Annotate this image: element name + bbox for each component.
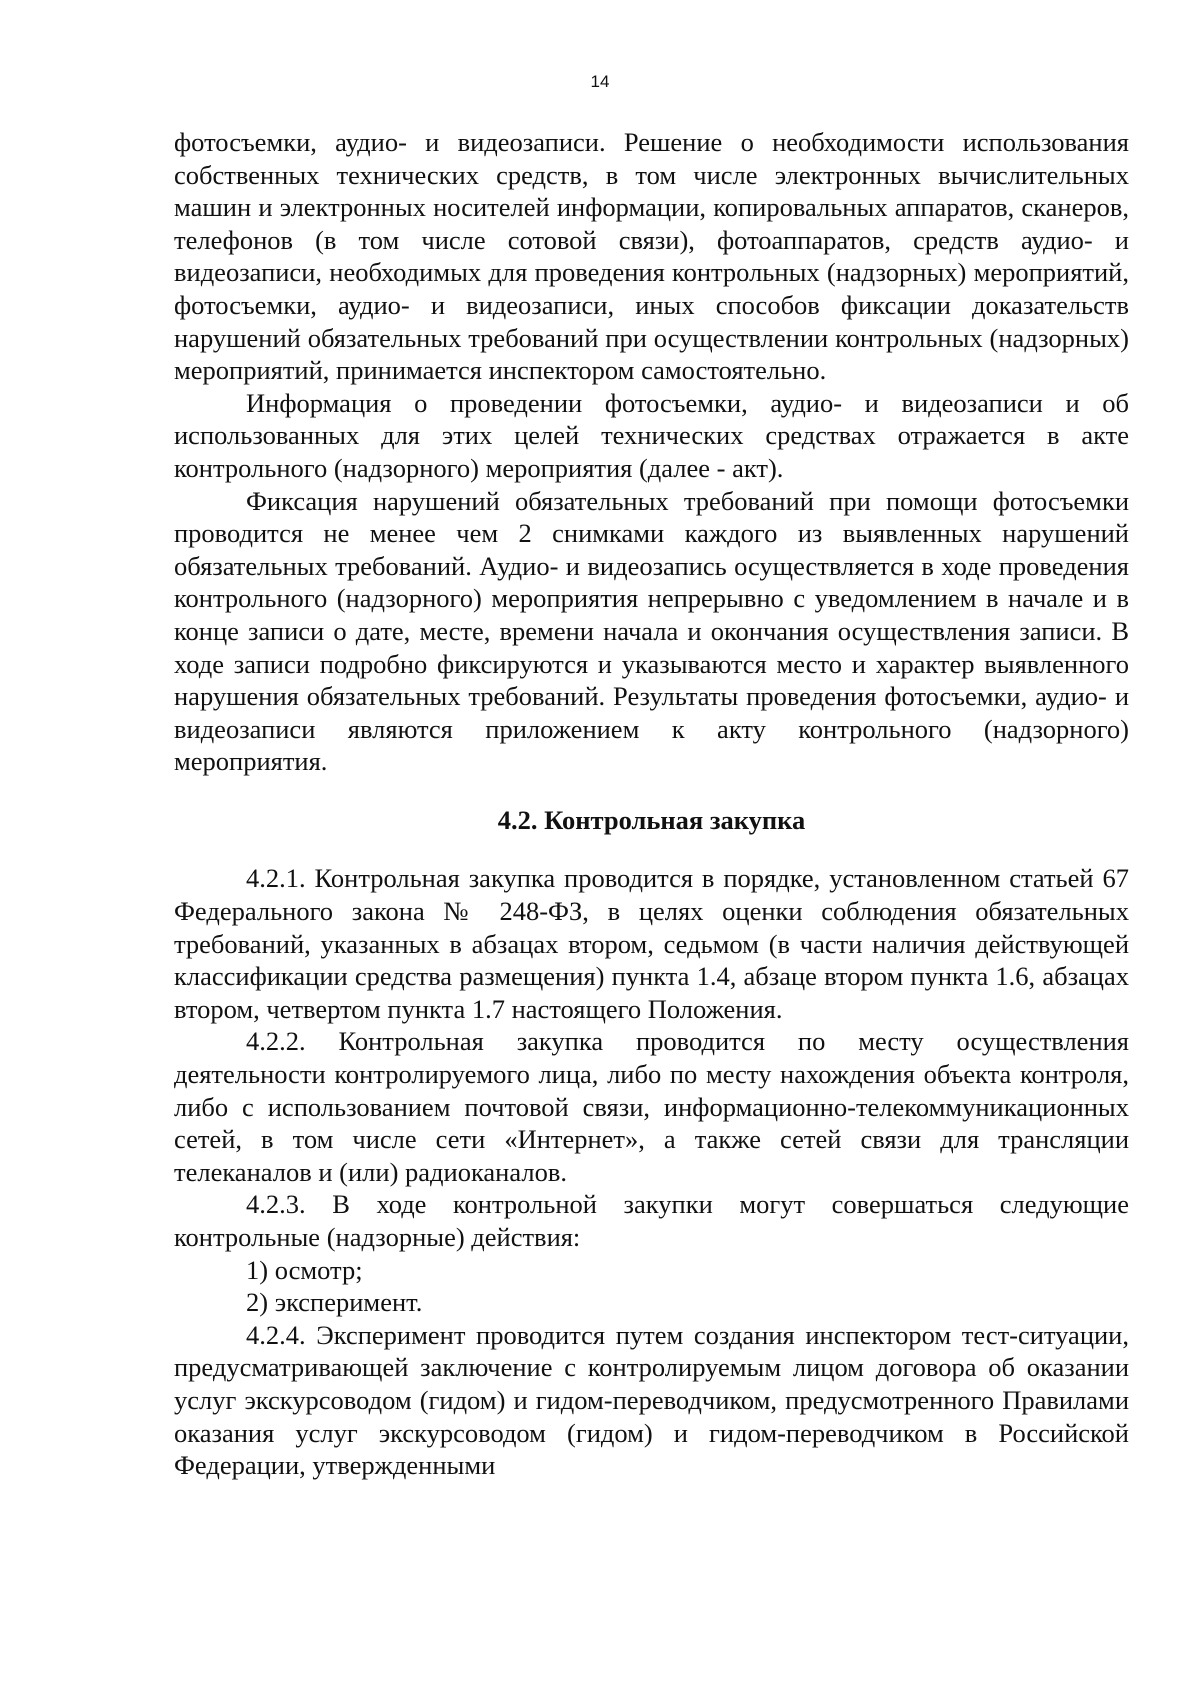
paragraph-continuation: фотосъемки, аудио- и видеозаписи. Решение о необходимости использования собственных технических средств, в том числе электронных вычислительных машин и электронных носителей информации, копировальных аппаратов, сканеров, телефонов (в том числе сотовой связи), фотоаппаратов, средств аудио- и видеозаписи, необходимых для проведения контрольных (надзорных) мероприятий, фотосъемки, аудио- и видеозаписи, иных способов фиксации доказательств нарушений обязательных требований при осуществлении контрольных (надзорных) мероприятий, принимается инспектором самостоятельно. — [174, 127, 1129, 386]
paragraph-violation-fixation: Фиксация нарушений обязательных требований при помощи фотосъемки проводится не менее чем 2 снимками каждого из выявленных нарушений обязательных требований. Аудио- и видеозапись осуществляется в ходе проведения контрольного (надзорного) мероприятия непрерывно с уведомлением в начале и в конце записи о дате, месте, времени начала и окончания осуществления записи. В ходе записи подробно фиксируются и указываются место и характер выявленного нарушения обязательных требований. Результаты проведения фотосъемки, аудио- и видеозаписи являются приложением к акту контрольного (надзорного) мероприятия. — [174, 485, 1129, 777]
list-item: 1) осмотр; — [246, 1254, 363, 1285]
page-number: 14 — [590, 72, 610, 91]
section-heading: 4.2. Контрольная закупка — [497, 804, 806, 835]
paragraph-4-2-2: 4.2.2. Контрольная закупка проводится по месту осуществления деятельности контролируемого лица, либо по месту нахождения объекта контроля, либо с использованием почтовой связи, информационно-телекоммуникационных сетей, в том числе сети «Интернет», а также сетей связи для трансляции телеканалов и (или) радиоканалов. — [174, 1026, 1129, 1187]
paragraph-4-2-3: 4.2.3. В ходе контрольной закупки могут совершаться следующие контрольные (надзорные) действия: — [174, 1189, 1129, 1252]
list-item: 2) эксперимент. — [246, 1287, 423, 1318]
paragraph-4-2-1: 4.2.1. Контрольная закупка проводится в порядке, установленном статьей 67 Федерального закона № 248-ФЗ, в целях оценки соблюдения обязательных требований, указанных в абзацах втором, седьмом (в части наличия действующей классификации средства размещения) пункта 1.4, абзаце втором пункта 1.6, абзацах втором, четвертом пункта 1.7 настоящего Положения. — [174, 863, 1129, 1024]
paragraph-4-2-4: 4.2.4. Эксперимент проводится путем создания инспектором тест-ситуации, предусматривающей заключение с контролируемым лицом договора об оказании услуг экскурсоводом (гидом) и гидом-переводчиком, предусмотренного Правилами оказания услуг экскурсоводом (гидом) и гидом-переводчиком в Российской Федерации, утвержденными — [174, 1319, 1129, 1481]
document-body — [174, 126, 1129, 1482]
paragraph-info-recording: Информация о проведении фотосъемки, аудио- и видеозаписи и об использованных для этих целей технических средствах отражается в акте контрольного (надзорного) мероприятия (далее - акт). — [174, 387, 1129, 483]
